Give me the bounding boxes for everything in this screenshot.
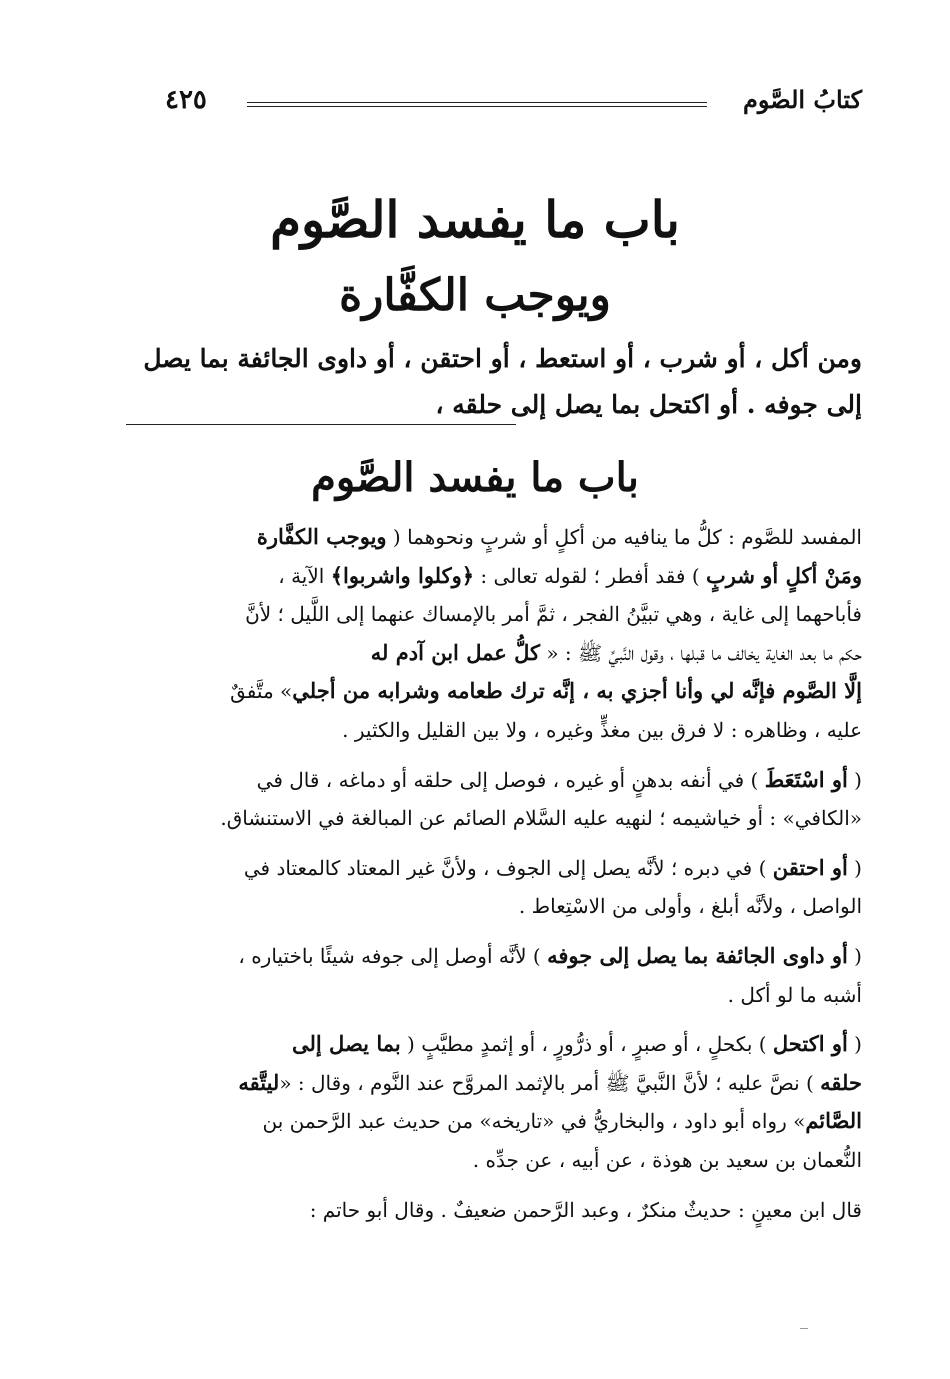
commentary-text: المفسد للصَّوم : كلُّ ما ينافيه من أكلٍ أو شربٍ ونحوهما (	[386, 525, 862, 549]
commentary-paragraph	[128, 1025, 862, 1179]
bold-matn-quote: كلُّ عمل ابن آدم له	[370, 639, 540, 665]
bold-matn-quote: أو احتقن	[772, 854, 848, 880]
chapter-subtitle: ويوجب الكفَّارة	[339, 270, 611, 321]
commentary-text: أشبه ما لو أكل .	[727, 982, 862, 1007]
bold-matn-quote: أو داوى الجائفة بما يصل إلى جوفه	[547, 942, 848, 968]
matn-text	[128, 336, 862, 425]
commentary-text: ) فقد أفطر ؛ لقوله تعالى :	[474, 563, 707, 588]
commentary-line	[128, 711, 862, 750]
commentary-text: قال ابن معينٍ : حديثٌ منكرٌ ، وعبد الرَّحمن ضعيفٌ . وقال أبو حاتم :	[309, 1197, 862, 1222]
commentary-text: » متَّفقٌ	[230, 679, 293, 704]
commentary-text: » رواه أبو داود ، والبخاريُّ في «تاريخه» من حديث عبد الرَّحمن بن	[262, 1109, 806, 1134]
commentary-paragraph	[128, 761, 862, 838]
commentary-line	[128, 1064, 862, 1103]
commentary-line	[128, 595, 862, 634]
bold-matn-quote: أو اسْتَعَطَ	[764, 766, 848, 792]
bold-matn-quote: إلَّا الصَّوم فإنَّه لي وأنا أجزي به ، إنَّه ترك طعامه وشرابه من أجلي	[292, 678, 862, 704]
footer-mark	[800, 1328, 808, 1329]
commentary-text: الآية ،	[278, 563, 331, 588]
commentary-text: ) في دبره ؛ لأنَّه يصل إلى الجوف ، ولأنَّ غير المعتاد كالمعتاد في	[243, 855, 773, 880]
commentary-line	[128, 672, 862, 711]
commentary-text: عليه ، وظاهره : لا فرق بين مغذٍّ وغيره ، ولا بين القليل والكثير .	[342, 717, 862, 742]
commentary-text: (	[847, 767, 862, 792]
commentary-text: النُّعمان بن سعيد بن هوذة ، عن أبيه ، عن جدِّه .	[472, 1147, 862, 1172]
running-header	[165, 82, 862, 118]
chapter-title: باب ما يفسد الصَّوم	[270, 190, 680, 249]
commentary-line	[128, 634, 862, 673]
commentary-text: حكم ما بعد الغاية يخالف ما قبلها ، وقول النَّبيِّ ﷺ : «	[539, 640, 862, 665]
commentary-text: (	[847, 943, 862, 968]
bold-matn-quote: أو اكتحل	[772, 1031, 848, 1057]
commentary-text: ) في أنفه بدهنٍ أو غيره ، فوصل إلى حلقه أو دماغه ، قال في	[256, 767, 765, 792]
commentary-text: «الكافي» : أو خياشيمه ؛ لنهيه عليه السَّلام الصائم عن المبالغة في الاستنشاق.	[220, 806, 862, 831]
commentary-line	[128, 1141, 862, 1180]
commentary-paragraph	[128, 937, 862, 1014]
commentary-line	[128, 557, 862, 596]
commentary-line	[128, 1102, 862, 1141]
matn-end-rule	[126, 424, 516, 425]
bold-matn-quote: ليتَّقه	[238, 1069, 280, 1095]
commentary-line	[128, 849, 862, 888]
bold-matn-quote: ﴿وكلوا واشربوا﴾	[330, 562, 475, 588]
commentary-paragraph	[128, 518, 862, 750]
header-rule	[247, 102, 707, 107]
matn-line: ومن أكل ، أو شرب ، أو استعط ، أو احتقن ، أو داوى الجائفة بما يصل	[143, 344, 862, 373]
commentary-text: (	[847, 855, 862, 880]
bold-matn-quote: ومَنْ أكلٍ أو شربٍ	[706, 562, 862, 588]
commentary-line	[128, 518, 862, 557]
commentary-line	[128, 1025, 862, 1064]
commentary-line	[128, 761, 862, 800]
running-header-title: كتابُ الصَّوم	[743, 85, 862, 114]
bold-matn-quote: الصَّائم	[805, 1108, 862, 1134]
commentary-text: الواصل ، ولأنَّه أبلغ ، وأولى من الاسْتِعاط .	[518, 894, 862, 919]
matn-line: إلى جوفه . أو اكتحل بما يصل إلى حلقه ،	[435, 390, 862, 419]
commentary-text: فأباحهما إلى غاية ، وهي تبيَّنُ الفجر ، ثمَّ أمر بالإمساك عنهما إلى اللَّيل ؛ لأنَّ	[245, 602, 862, 627]
commentary-paragraph	[128, 849, 862, 926]
page-number: ٤٢٥	[165, 85, 207, 115]
bold-matn-quote: حلقه	[820, 1069, 862, 1095]
commentary-line	[128, 937, 862, 976]
commentary-line	[128, 976, 862, 1015]
bold-matn-quote: ويوجب الكفَّارة	[256, 524, 387, 549]
section-title: باب ما يفسد الصَّوم	[311, 454, 639, 501]
commentary-line	[128, 1191, 862, 1230]
commentary-text: ) بكحلٍ ، أو صبرٍ ، أو ذرُّورٍ ، أو إثمدٍ مطيَّبٍ (	[400, 1032, 773, 1057]
commentary-text: ) نصَّ عليه ؛ لأنَّ النَّبيَّ ﷺ أمر بالإثمد المروَّح عند النَّوم ، وقال : «	[279, 1070, 821, 1095]
commentary-line	[128, 887, 862, 926]
commentary-text: ) لأنَّه أوصل إلى جوفه شيئًا باختياره ،	[238, 943, 548, 968]
commentary-line	[128, 799, 862, 838]
commentary-text: (	[847, 1032, 862, 1057]
commentary-paragraph	[128, 1191, 862, 1230]
bold-matn-quote: بما يصل إلى	[292, 1031, 401, 1057]
commentary-body	[128, 518, 862, 1240]
